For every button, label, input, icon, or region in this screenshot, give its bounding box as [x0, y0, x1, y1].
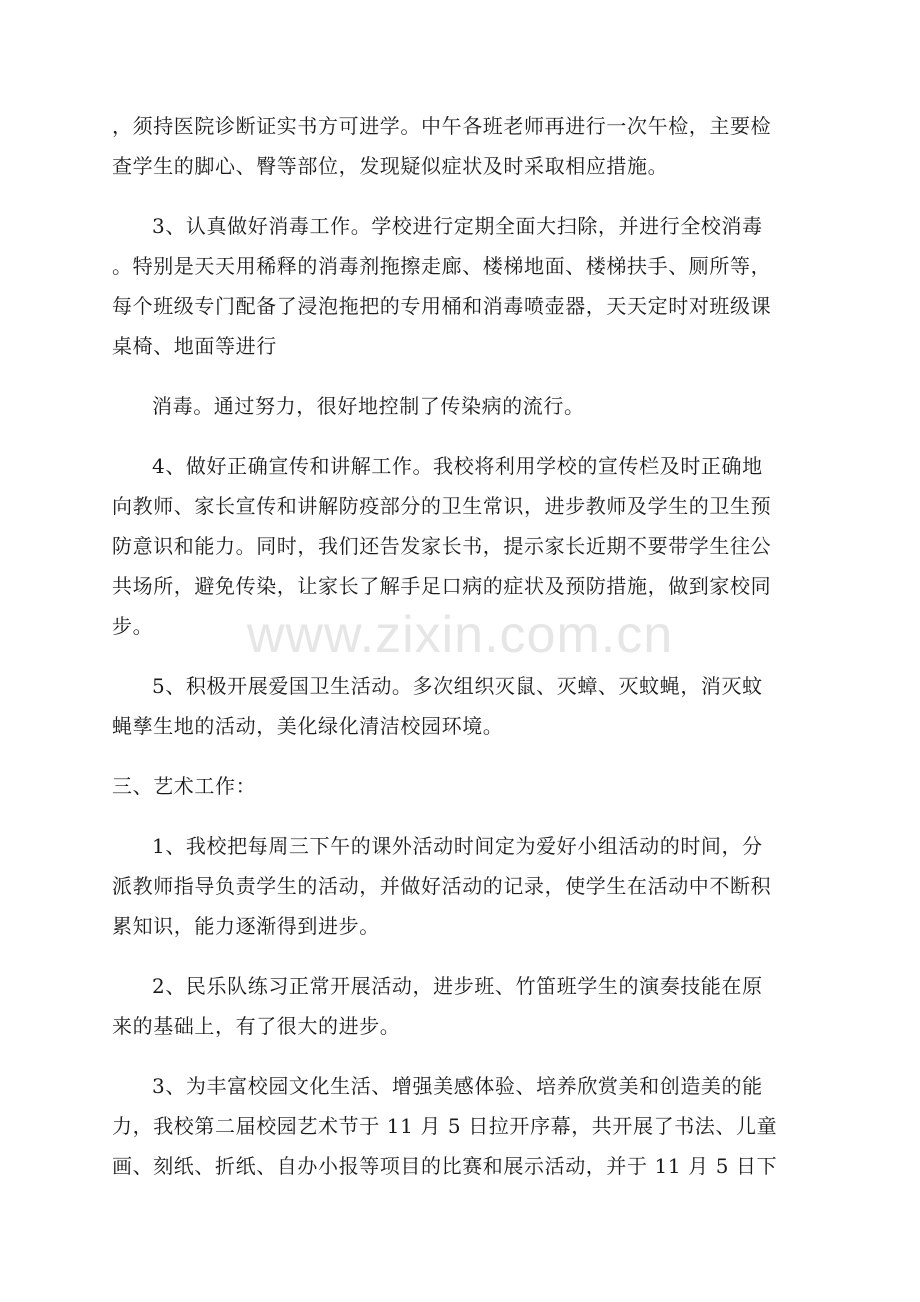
text-line: 蝇孳生地的活动，美化绿化清洁校园环境。	[112, 714, 504, 738]
section-heading: 三、艺术工作：	[112, 774, 257, 798]
paragraph-start-line: 5、积极开展爱国卫生活动。多次组织灭鼠、灭蟑、灭蚊蝇，消灭蚊	[152, 674, 763, 698]
text-line: 来的基础上，有了很大的进步。	[112, 1014, 401, 1038]
paragraph-start-line: 消毒。通过努力，很好地控制了传染病的流行。	[152, 394, 585, 418]
text-line: 步。	[112, 614, 154, 638]
text-line: 防意识和能力。同时，我们还告发家长书，提示家长近期不要带学生往公	[112, 534, 772, 558]
paragraph-start-line: 3、为丰富校园文化生活、增强美感体验、培养欣赏美和创造美的能	[152, 1074, 763, 1098]
text-line: 画、刻纸、折纸、自办小报等项目的比赛和展示活动，并于 11 月 5 日下	[112, 1154, 778, 1178]
paragraph-start-line: 1、我校把每周三下午的课外活动时间定为爱好小组活动的时间，分	[152, 834, 763, 858]
text-line: 。特别是天天用稀释的消毒剂拖擦走廊、楼梯地面、楼梯扶手、厕所等，	[112, 254, 772, 278]
text-line: 向教师、家长宣传和讲解防疫部分的卫生常识，进步教师及学生的卫生预	[112, 494, 772, 518]
text-line: 力，我校第二届校园艺术节于 11 月 5 日拉开序幕，共开展了书法、儿童	[112, 1114, 778, 1138]
text-line: 累知识，能力逐渐得到进步。	[112, 914, 380, 938]
text-line: 共场所，避免传染，让家长了解手足口病的症状及预防措施，做到家校同	[112, 574, 772, 598]
watermark: www.zixin.com.cn	[246, 606, 674, 664]
text-line: 每个班级专门配备了浸泡拖把的专用桶和消毒喷壶器，天天定时对班级课	[112, 294, 772, 318]
paragraph-start-line: 4、做好正确宣传和讲解工作。我校将利用学校的宣传栏及时正确地	[152, 454, 763, 478]
paragraph-start-line: 2、民乐队练习正常开展活动，进步班、竹笛班学生的演奏技能在原	[152, 974, 763, 998]
text-line: 桌椅、地面等进行	[112, 334, 277, 358]
text-line: ，须持医院诊断证实书方可进学。中午各班老师再进行一次午检，主要检	[112, 114, 772, 138]
text-line: 查学生的脚心、臀等部位，发现疑似症状及时采取相应措施。	[112, 154, 669, 178]
text-line: 派教师指导负责学生的活动，并做好活动的记录，使学生在活动中不断积	[112, 874, 772, 898]
paragraph-start-line: 3、认真做好消毒工作。学校进行定期全面大扫除，并进行全校消毒	[152, 214, 763, 238]
